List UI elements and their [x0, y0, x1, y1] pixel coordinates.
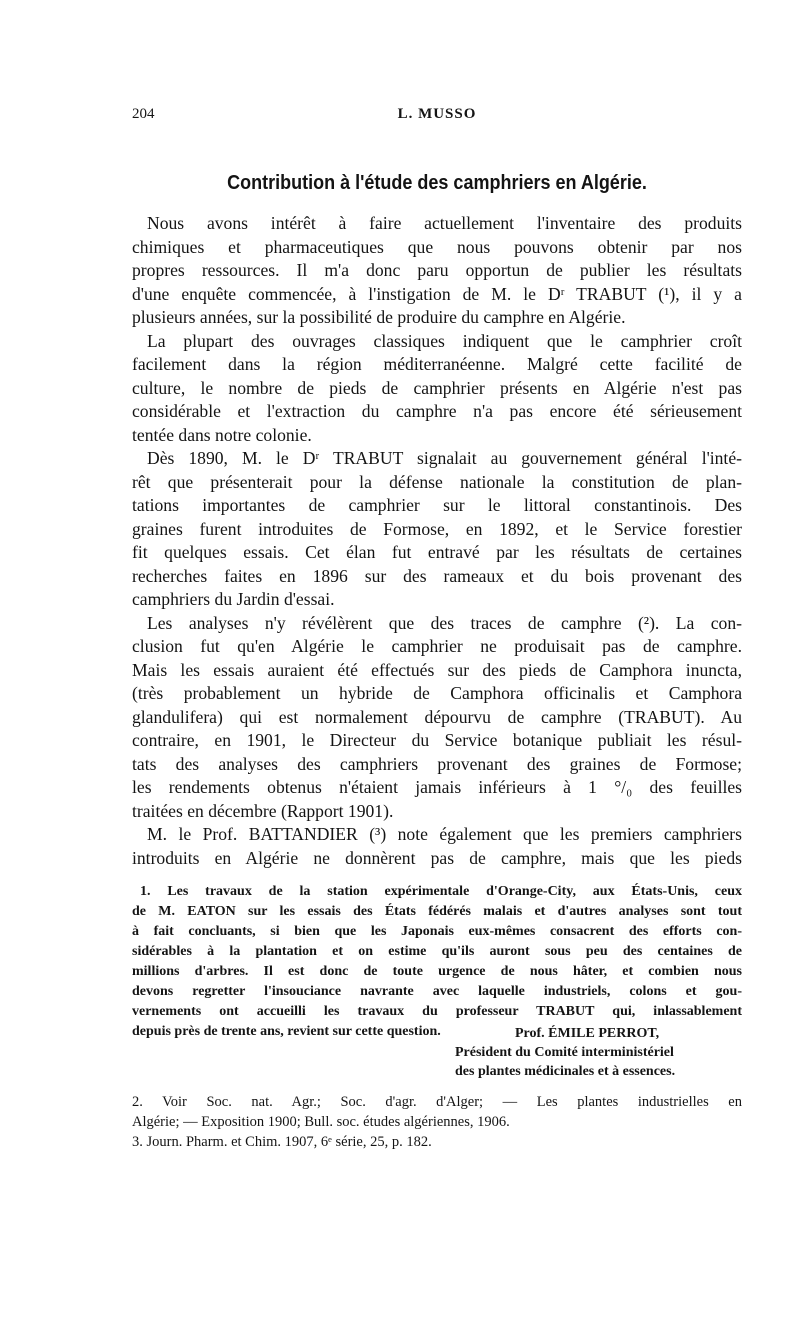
body-text-line: tations importantes de camphrier sur le littoral constantinois. Des — [132, 495, 742, 515]
body-text-line: d'une enquête commencée, à l'instigation de M. le Dʳ TRABUT (¹), il y a — [132, 283, 742, 304]
body-text-line: les rendements obtenus n'étaient jamais inférieurs à 1 °/₀ des feuilles — [132, 777, 742, 797]
footnote-line: Algérie; — Exposition 1900; Bull. soc. études algériennes, 1906. — [132, 1114, 510, 1130]
body-text-line: tentée dans notre colonie. — [132, 424, 312, 445]
running-head — [132, 106, 742, 126]
body-text-line: Mais les essais auraient été effectués sur des pieds de Camphora inuncta, — [132, 659, 742, 680]
footnote-line: 2. Voir Soc. nat. Agr.; Soc. d'agr. d'Alger; — Les plantes industrielles en — [132, 1094, 742, 1110]
article-title: Contribution à l'étude des camphriers en Algérie. — [227, 172, 647, 194]
body-text-line: introduits en Algérie ne donnèrent pas de camphre, mais que les pieds — [132, 847, 742, 868]
body-text-line: Dès 1890, M. le Dʳ TRABUT signalait au gouvernement général l'inté- — [147, 448, 742, 468]
body-text-line: propres ressources. Il m'a donc paru opportun de publier les résultats — [132, 260, 742, 280]
footnotes-other — [132, 1092, 742, 1152]
body-text-line: M. le Prof. BATTANDIER (³) note également que les premiers camphriers — [147, 824, 742, 844]
footnote-line: à fait concluants, si bien que les Japonais eux-mêmes consacrent des efforts con- — [132, 924, 742, 939]
body-text-line: La plupart des ouvrages classiques indiquent que le camphrier croît — [147, 330, 742, 351]
body-text-line: (très probablement un hybride de Camphora officinalis et Camphora — [132, 683, 742, 703]
body-text-line: rêt que présenterait pour la défense nationale la constitution de plan- — [132, 471, 742, 492]
body-text-line: contraire, en 1901, le Directeur du Service botanique publiait les résul- — [132, 730, 742, 750]
footnote-line: millions d'arbres. Il est donc de toute urgence de nous hâter, et combien nous — [132, 964, 742, 979]
body-text-line: glandulifera) qui est normalement dépourvu de camphre (TRABUT). Au — [132, 706, 742, 727]
body-text-line: Nous avons intérêt à faire actuellement l'inventaire des produits — [147, 213, 742, 233]
body-text — [132, 212, 742, 870]
body-text-line: traitées en décembre (Rapport 1901). — [132, 800, 394, 821]
footnote-line: vernements ont accueilli les travaux du professeur TRABUT qui, inlassablement — [132, 1004, 742, 1019]
footnote-line: depuis près de trente ans, revient sur cette question. — [132, 1024, 441, 1039]
body-text-line: Les analyses n'y révélèrent que des traces de camphre (²). La con- — [147, 612, 742, 633]
body-text-line: fit quelques essais. Cet élan fut entravé par les résultats de certaines — [132, 542, 742, 562]
footnote-line: sidérables à la plantation et on estime qu'ils auront sous peu des centaines de — [132, 944, 742, 959]
body-text-line: chimiques et pharmaceutiques que nous pouvons obtenir par nos — [132, 236, 742, 257]
body-text-line: tats des analyses des camphriers provenant des graines de Formose; — [132, 753, 742, 774]
signature-role-line: des plantes médicinales et à essences. — [455, 1064, 676, 1079]
body-text-line: culture, le nombre de pieds de camphrier présents en Algérie n'est pas — [132, 377, 742, 398]
footnote-line: devons regretter l'insouciance navrante avec laquelle industriels, colons et gou- — [132, 984, 742, 999]
footnote-line: de M. EATON sur les essais des États fédérés malais et d'autres analyses sont tout — [132, 904, 742, 919]
signature-name: Prof. ÉMILE PERROT, — [515, 1026, 660, 1041]
footnote-line: 3. Journ. Pharm. et Chim. 1907, 6ᵉ série, 25, p. 182. — [132, 1134, 432, 1150]
footnote-line: 1. Les travaux de la station expérimentale d'Orange-City, aux États-Unis, ceux — [140, 884, 742, 899]
body-text-line: camphriers du Jardin d'essai. — [132, 589, 335, 609]
body-text-line: clusion fut qu'en Algérie le camphrier ne produisait pas de camphre. — [132, 636, 742, 656]
body-text-line: considérable et l'extraction du camphre n'a pas encore été sérieusement — [132, 401, 742, 421]
body-text-line: recherches faites en 1896 sur des rameaux et du bois provenant des — [132, 565, 742, 586]
body-text-line: facilement dans la région méditerranéenne. Malgré cette facilité de — [132, 354, 742, 374]
running-head-author: L. MUSSO — [397, 106, 477, 122]
footnote-1 — [132, 882, 742, 1042]
signature-role-line: Président du Comité interministériel — [455, 1045, 674, 1060]
page-number: 204 — [132, 106, 155, 122]
body-text-line: plusieurs années, sur la possibilité de produire du camphre en Algérie. — [132, 307, 626, 327]
body-text-line: graines furent introduites de Formose, en 1892, et le Service forestier — [132, 518, 742, 539]
footnote-signature — [455, 1024, 755, 1081]
